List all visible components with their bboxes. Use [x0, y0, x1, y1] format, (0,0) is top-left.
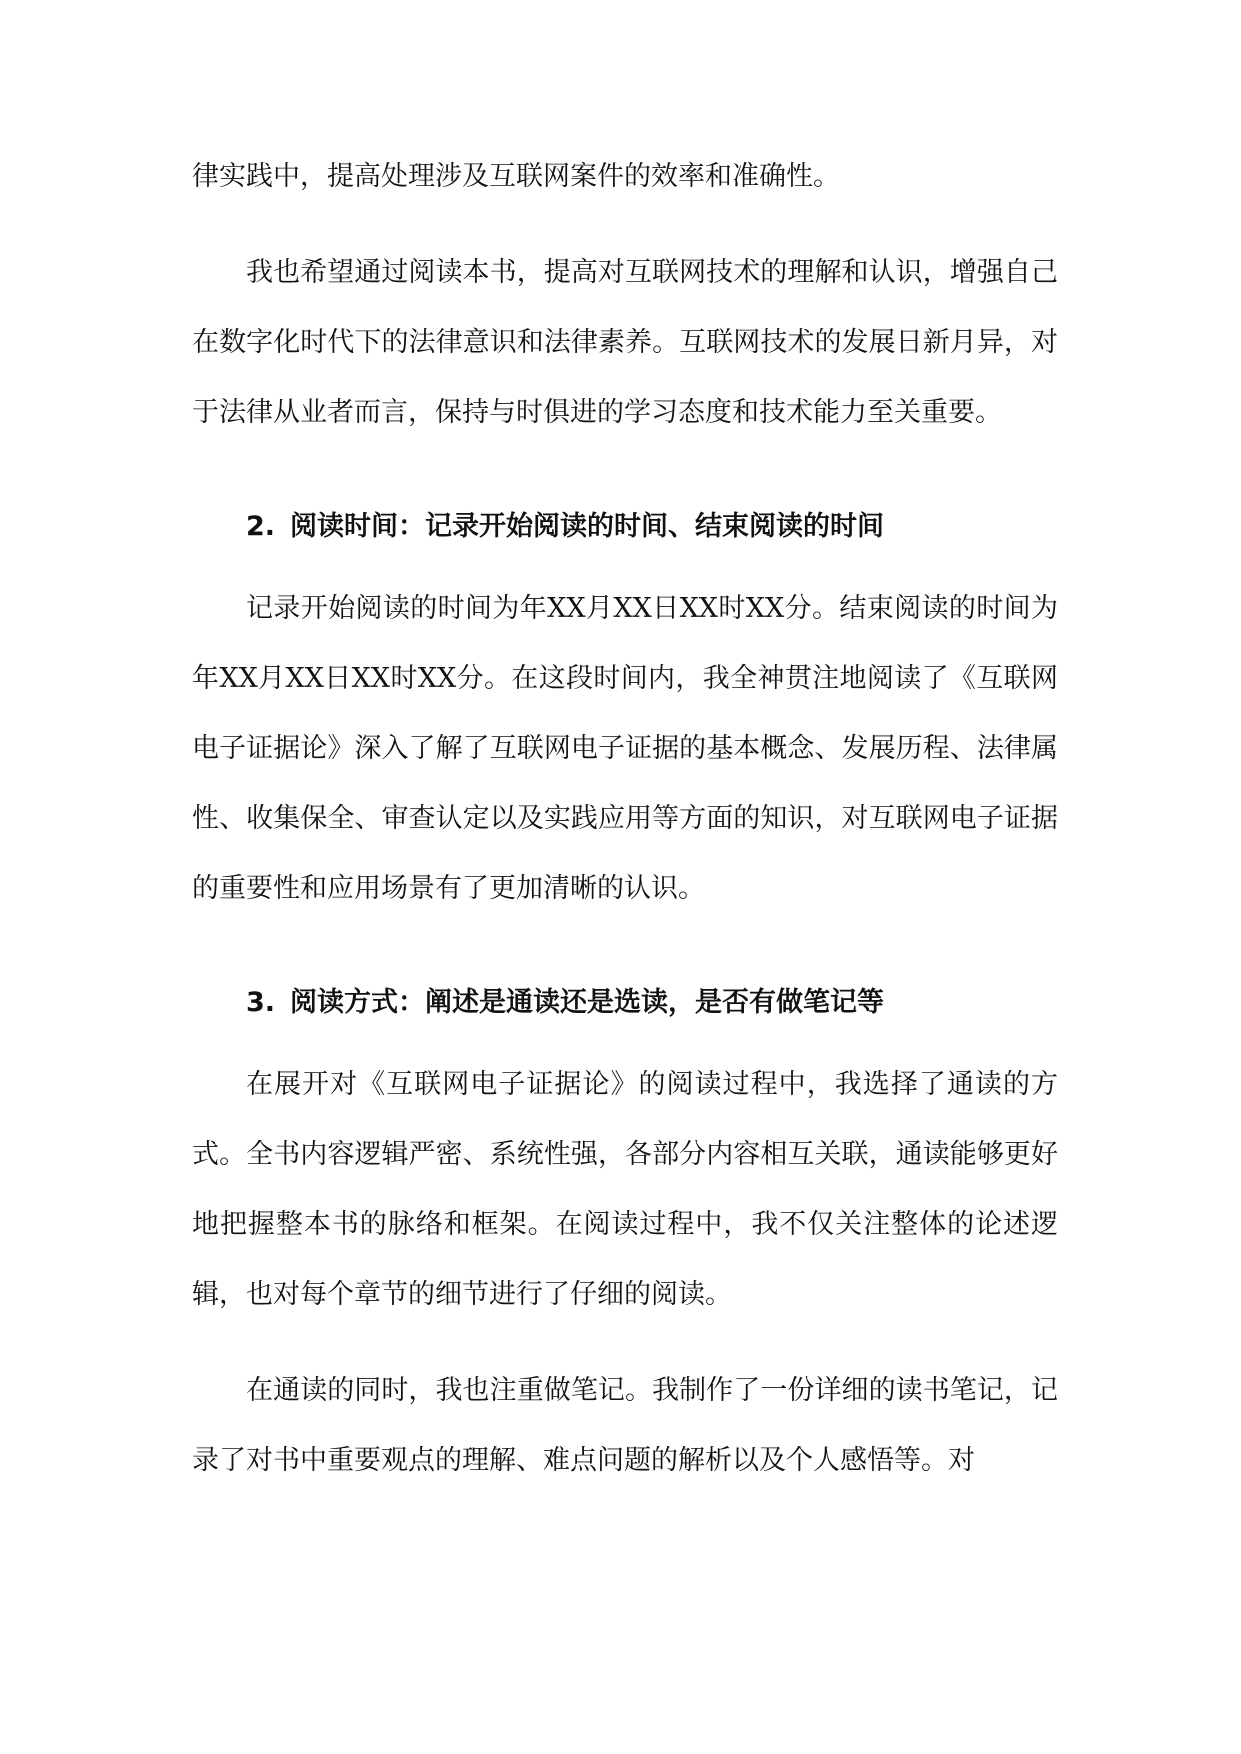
paragraph-reading-goal: 我也希望通过阅读本书，提高对互联网技术的理解和认识，增强自己在数字化时代下的法律意识和法律素养。互联网技术的发展日新月异，对于法律从业者而言，保持与时俱进的学习态度和技术能力至关重要。: [192, 257, 1058, 428]
section-heading-reading-time: [192, 492, 1058, 562]
section-number: 3.: [246, 987, 276, 1018]
section-heading-reading-method: [192, 968, 1058, 1038]
section-number: 2.: [246, 511, 276, 542]
section-title: 阅读时间：记录开始阅读的时间、结束阅读的时间: [290, 511, 884, 542]
section-title: 阅读方式：阐述是通读还是选读，是否有做笔记等: [290, 987, 884, 1018]
paragraph-reading-method: 在展开对《互联网电子证据论》的阅读过程中，我选择了通读的方式。全书内容逻辑严密、系统性强，各部分内容相互关联，通读能够更好地把握整本书的脉络和框架。在阅读过程中，我不仅关注整体的论述逻辑，也对每个章节的细节进行了仔细的阅读。: [192, 1069, 1058, 1310]
paragraph-reading-time: 记录开始阅读的时间为年XX月XX日XX时XX分。结束阅读的时间为年XX月XX日XX时XX分。在这段时间内，我全神贯注地阅读了《互联网电子证据论》深入了解了互联网电子证据的基本概念、发展历程、法律属性、收集保全、审查认定以及实践应用等方面的知识，对互联网电子证据的重要性和应用场景有了更加清晰的认识。: [192, 593, 1058, 904]
paragraph-notes: 在通读的同时，我也注重做笔记。我制作了一份详细的读书笔记，记录了对书中重要观点的理解、难点问题的解析以及个人感悟等。对: [192, 1375, 1058, 1476]
document-body: [192, 142, 1058, 1522]
paragraph-continuation: 律实践中，提高处理涉及互联网案件的效率和准确性。: [192, 161, 840, 192]
